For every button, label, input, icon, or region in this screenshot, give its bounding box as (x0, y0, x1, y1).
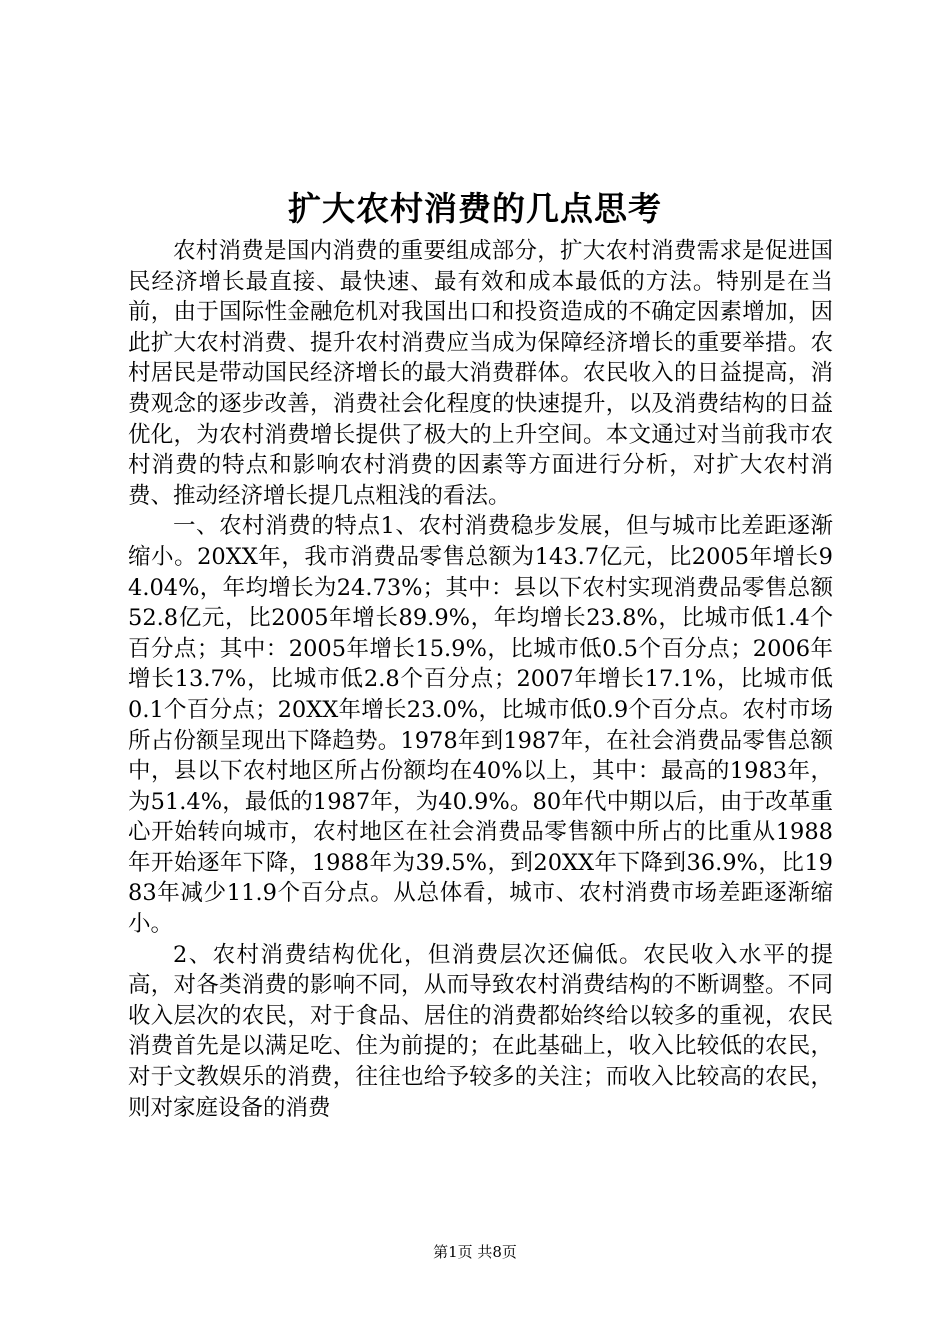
page-number-footer: 第1页 共8页 (433, 1243, 517, 1261)
paragraph-intro: 农村消费是国内消费的重要组成部分，扩大农村消费需求是促进国民经济增长最直接、最快速、最有效和成本最低的方法。特别是在当前，由于国际性金融危机对我国出口和投资造成的不确定因素增加，因此扩大农村消费、提升农村消费应当成为保障经济增长的重要举措。农村居民是带动国民经济增长的最大消费群体。农民收入的日益提高，消费观念的逐步改善，消费社会化程度的快速提升，以及消费结构的日益优化，为农村消费增长提供了极大的上升空间。本文通过对当前我市农村消费的特点和影响农村消费的因素等方面进行分析，对扩大农村消费、推动经济增长提几点粗浅的看法。 (128, 238, 833, 509)
paragraph-section-2: 2、农村消费结构优化，但消费层次还偏低。农民收入水平的提高，对各类消费的影响不同，从而导致农村消费结构的不断调整。不同收入层次的农民，对于食品、居住的消费都始终给以较多的重视，农民消费首先是以满足吃、住为前提的；在此基础上，收入比较低的农民，对于文教娱乐的消费，往往也给予较多的关注；而收入比较高的农民，则对家庭设备的消费 (128, 941, 833, 1121)
paragraph-section-1: 一、农村消费的特点1、农村消费稳步发展，但与城市比差距逐渐缩小。20XX年，我市消费品零售总额为143.7亿元，比2005年增长94.04%，年均增长为24.73%；其中：县以下农村实现消费品零售总额52.8亿元，比2005年增长89.9%，年均增长23.8%，比城市低1.4个百分点；其中：2005年增长15.9%，比城市低0.5个百分点；2006年增长13.7%，比城市低2.8个百分点；2007年增长17.1%，比城市低0.1个百分点；20XX年增长23.0%，比城市低0.9个百分点。农村市场所占份额呈现出下降趋势。1978年到1987年，在社会消费品零售总额中，县以下农村地区所占份额均在40%以上，其中：最高的1983年，为51.4%，最低的1987年，为40.9%。80年代中期以后，由于改革重心开始转向城市，农村地区在社会消费品零售额中所占的比重从1988年开始逐年下降，1988年为39.5%，到20XX年下降到36.9%，比1983年减少11.9个百分点。从总体看，城市、农村消费市场差距逐渐缩小。 (128, 513, 833, 938)
document-body (128, 236, 833, 1123)
document-title: 扩大农村消费的几点思考 (288, 189, 662, 228)
